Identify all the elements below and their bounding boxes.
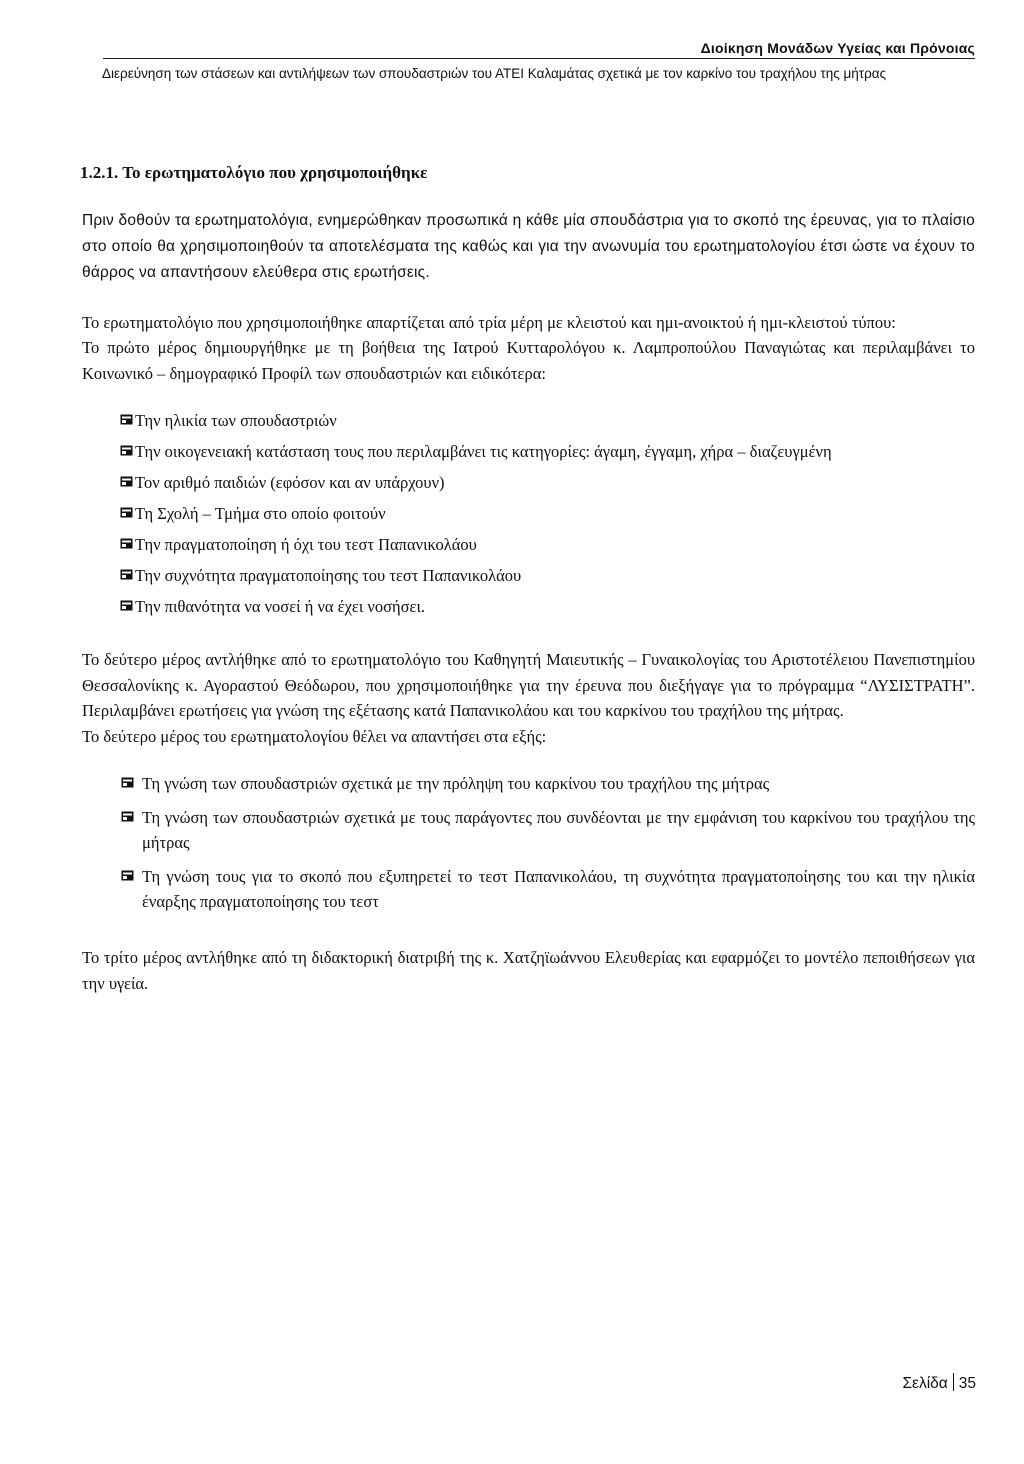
list-item-text: Τη γνώση των σπουδαστριών σχετικά με τους παράγοντες που συνδέονται με την εμφάνιση του καρκίνου του τραχήλου της μήτρας	[142, 808, 975, 852]
paragraph-second-part-goals: Το δεύτερο μέρος του ερωτηματολογίου θέλει να απαντήσει στα εξής:	[82, 726, 547, 746]
folder-bullet-icon	[120, 506, 133, 519]
list-item-text: Τη Σχολή – Τμήμα στο οποίο φοιτούν	[135, 504, 386, 523]
folder-bullet-icon	[121, 776, 134, 789]
list-item	[82, 864, 975, 914]
list-item	[82, 805, 975, 855]
paragraph-second-part: Το δεύτερο μέρος αντλήθηκε από το ερωτηματολόγιο του Καθηγητή Μαιευτικής – Γυναικολογίας του Αριστοτέλειου Πανεπιστημίου Θεσσαλονίκης κ. Αγοραστού Θεόδωρου, που χρησιμοποιήθηκε για την έρευνα που διεξήγαγε για το πρόγραμμα “ΛΥΣΙΣΤΡΑΤΗ”. Περιλαμβάνει ερωτήσεις για γνώση της εξέτασης κατά Παπανικολάου και του καρκίνου του τραχήλου της μήτρας.	[82, 650, 975, 720]
running-header-title: Διοίκηση Μονάδων Υγείας και Πρόνοιας	[700, 40, 975, 56]
folder-bullet-icon	[120, 475, 133, 488]
paragraph-structure: Το ερωτηματολόγιο που χρησιμοποιήθηκε απαρτίζεται από τρία μέρη με κλειστού και ημι-ανοικτού ή ημι-κλειστού τύπου:	[82, 312, 896, 332]
list-item-text: Την πραγματοποίηση ή όχι του τεστ Παπανικολάου	[135, 535, 477, 554]
knowledge-item-list	[82, 771, 975, 914]
folder-bullet-icon	[120, 537, 133, 550]
paragraph-intro: Πριν δοθούν τα ερωτηματολόγια, ενημερώθηκαν προσωπικά η κάθε μία σπουδάστρια για το σκοπό της έρευνας, για το πλαίσιο στο οποίο θα χρησιμοποιηθούν τα αποτελέσματα της καθώς και για την ανωνυμία του ερωτηματολογίου έτσι ώστε να έχουν το θάρρος να απαντήσουν ελεύθερα στις ερωτήσεις.	[82, 211, 975, 281]
list-item-text: Τη γνώση τους για το σκοπό που εξυπηρετεί το τεστ Παπανικολάου, τη συχνότητα πραγματοποίησης του και την ηλικία έναρξης πραγματοποίησης του τεστ	[142, 867, 975, 911]
footer-divider	[953, 1373, 954, 1391]
paragraph-third-part: Το τρίτο μέρος αντλήθηκε από τη διδακτορική διατριβή της κ. Χατζηϊωάννου Ελευθερίας και εφαρμόζει το μοντέλο πεποιθήσεων για την υγεία.	[82, 948, 975, 993]
list-item	[82, 408, 975, 433]
list-item-text: Τη γνώση των σπουδαστριών σχετικά με την πρόληψη του καρκίνου του τραχήλου της μήτρας	[142, 774, 770, 793]
folder-bullet-icon	[120, 568, 133, 581]
list-item-text: Την ηλικία των σπουδαστριών	[135, 411, 337, 430]
list-item	[82, 470, 975, 495]
list-item	[82, 594, 975, 619]
running-header-subtitle: Διερεύνηση των στάσεων και αντιλήψεων των σπουδαστριών του ΑΤΕΙ Καλαμάτας σχετικά με τον καρκίνο του τραχήλου της μήτρας	[102, 66, 887, 81]
page-label: Σελίδα	[902, 1375, 948, 1392]
section-heading: 1.2.1. Το ερωτηματολόγιο που χρησιμοποιήθηκε	[80, 163, 428, 182]
folder-bullet-icon	[120, 444, 133, 457]
folder-bullet-icon	[120, 413, 133, 426]
list-item	[82, 501, 975, 526]
page-number: 35	[958, 1375, 976, 1392]
list-item-text: Την οικογενειακή κατάσταση τους που περιλαμβάνει τις κατηγορίες: άγαμη, έγγαμη, χήρα – διαζευγμένη	[135, 442, 832, 461]
paragraph-first-part: Το πρώτο μέρος δημιουργήθηκε με τη βοήθεια της Ιατρού Κυτταρολόγου κ. Λαμπροπούλου Παναγιώτας και περιλαμβάνει το Κοινωνικό – δημογραφικό Προφίλ των σπουδαστριών και ειδικότερα:	[82, 338, 975, 383]
folder-bullet-icon	[121, 869, 134, 882]
document-body	[82, 160, 975, 996]
list-item	[82, 563, 975, 588]
list-item	[82, 771, 975, 796]
folder-bullet-icon	[121, 810, 134, 823]
folder-bullet-icon	[120, 599, 133, 612]
list-item-text: Τον αριθμό παιδιών (εφόσον και αν υπάρχουν)	[135, 473, 445, 492]
list-item-text: Την συχνότητα πραγματοποίησης του τεστ Παπανικολάου	[135, 566, 522, 585]
list-item	[82, 532, 975, 557]
header-rule	[103, 58, 975, 59]
list-item-text: Την πιθανότητα να νοσεί ή να έχει νοσήσει.	[135, 597, 426, 616]
page-footer	[902, 1373, 976, 1393]
profile-item-list	[82, 408, 975, 619]
list-item	[82, 439, 975, 464]
